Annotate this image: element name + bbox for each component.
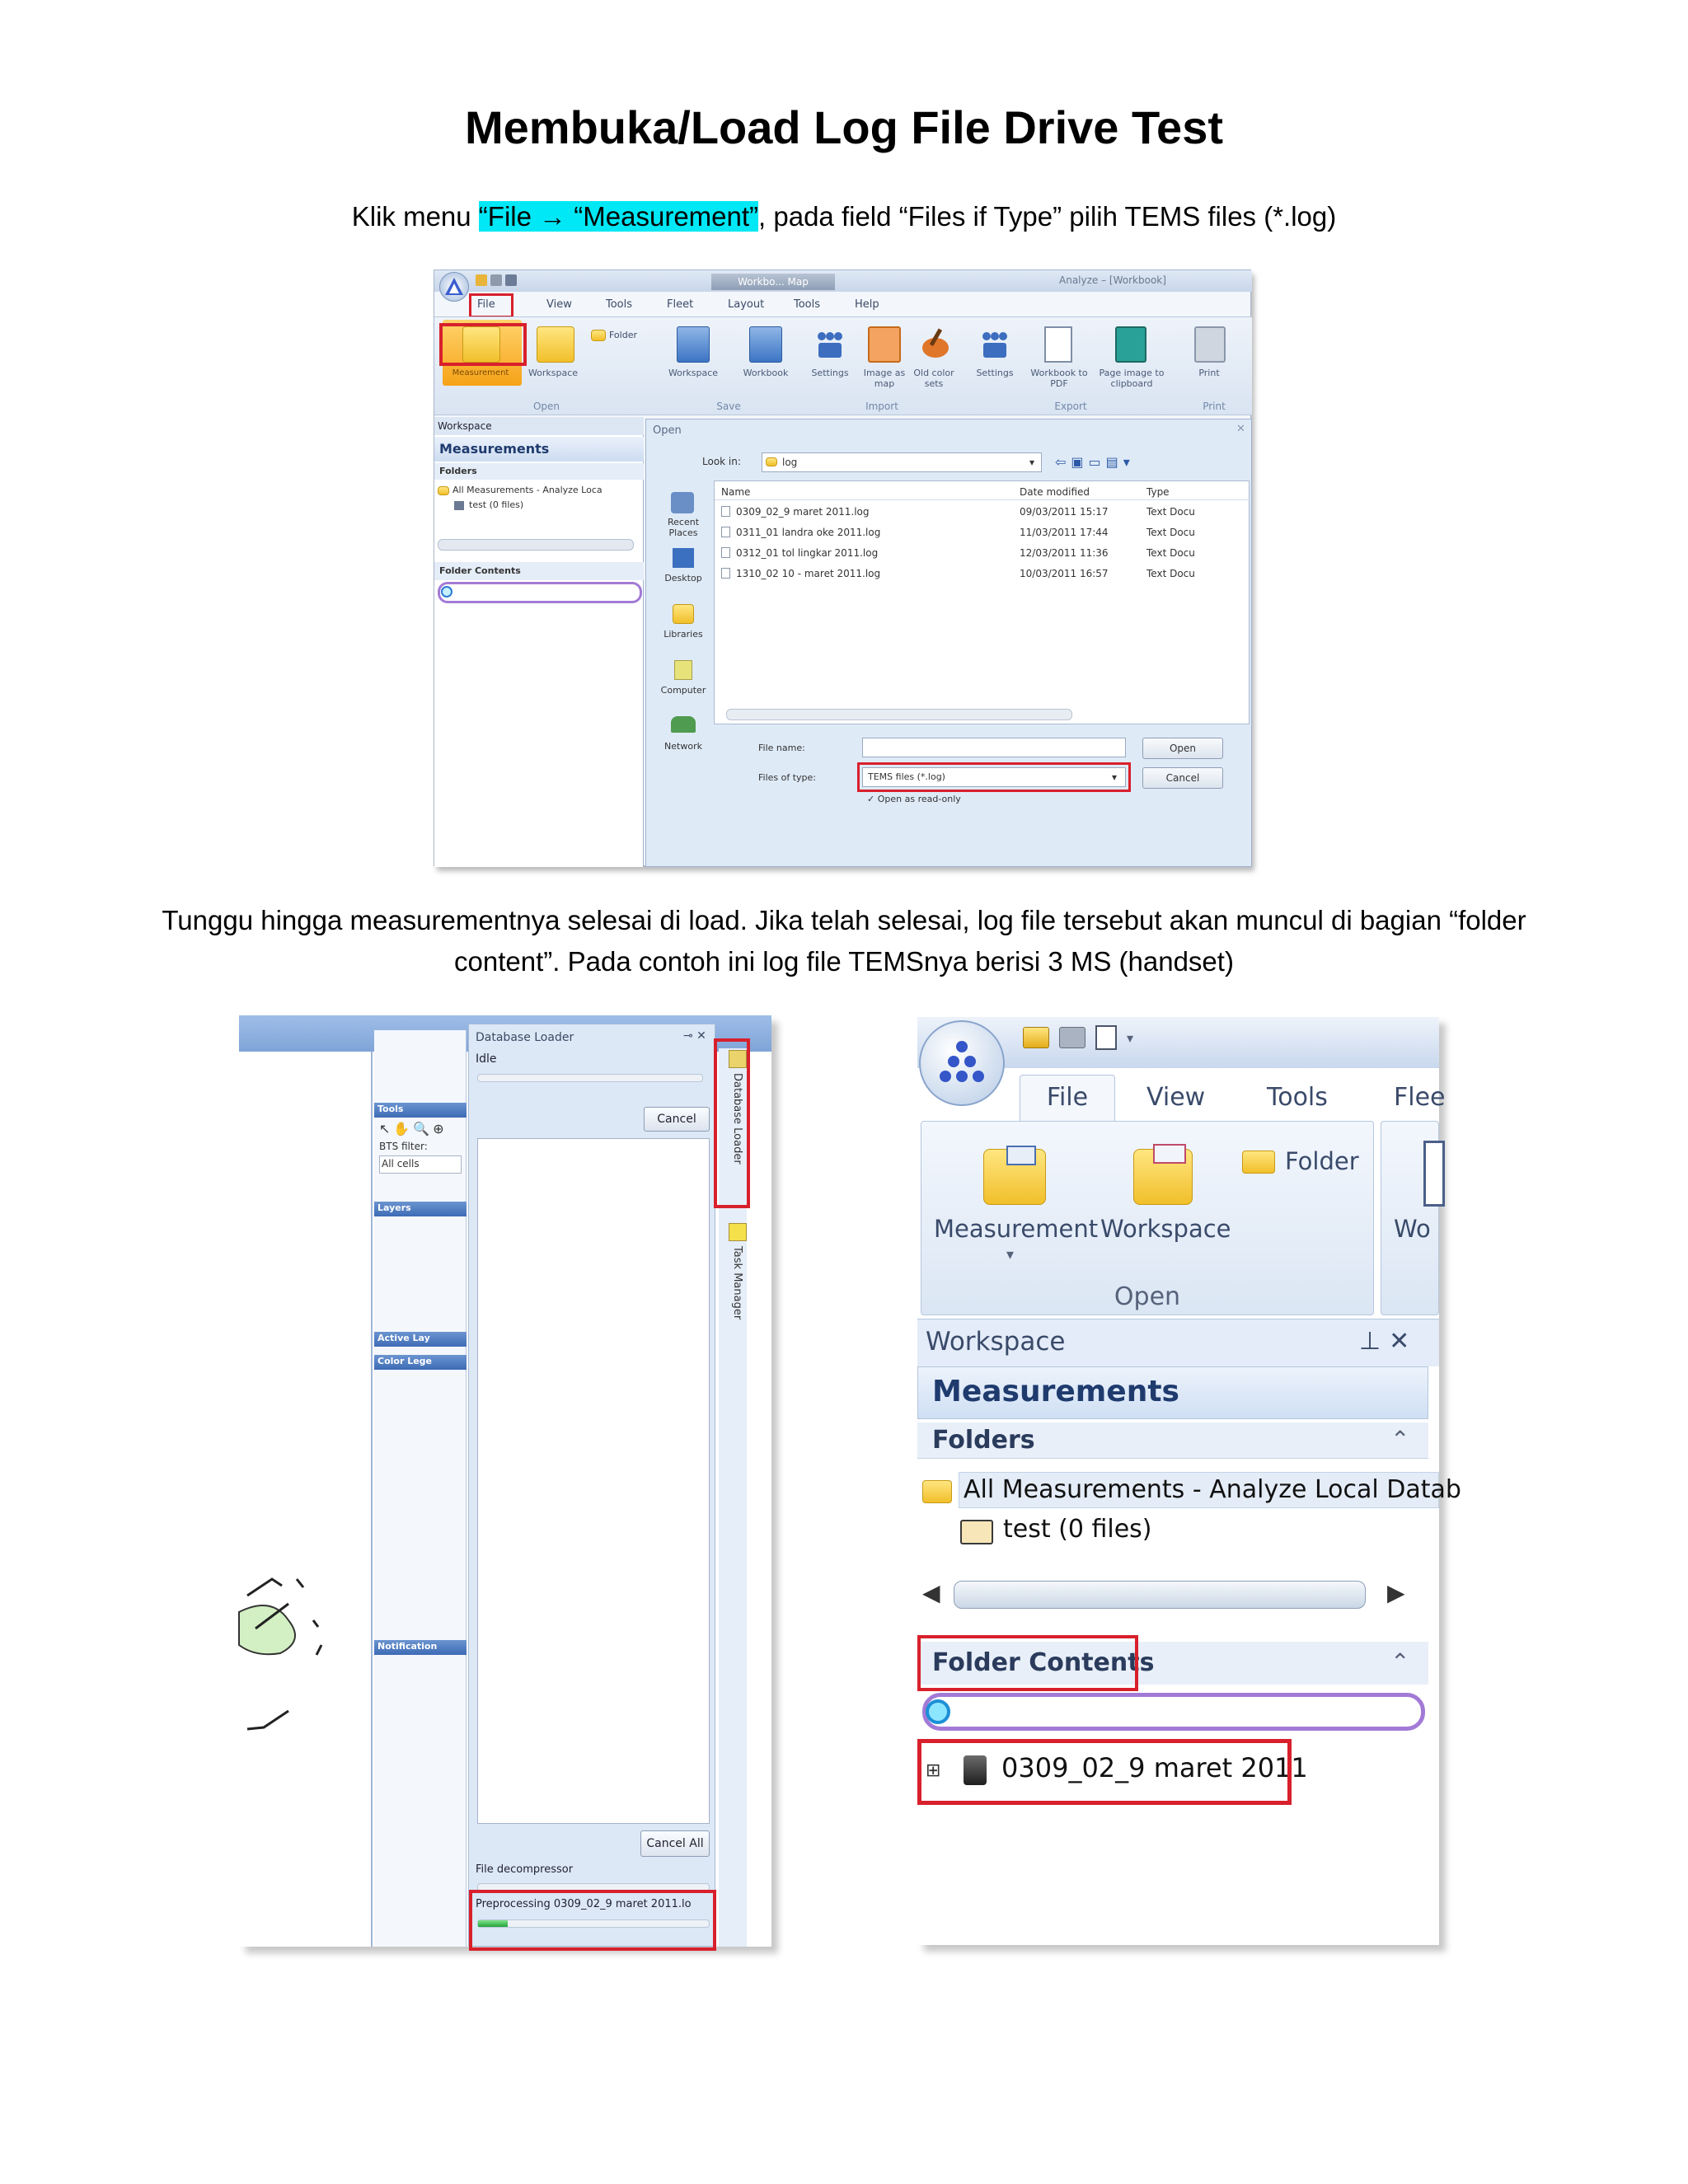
test-folder-item[interactable]: test (0 files) (1003, 1515, 1152, 1544)
paragraph-line: Tunggu hingga measurementnya selesai di load. Jika telah selesai, log file tersebut akan muncul di bagian “folder (162, 905, 1526, 935)
look-in-label: Look in: (702, 456, 741, 467)
screenshot-open-dialog (434, 269, 1251, 866)
all-measurements-item[interactable]: All Measurements - Analyze Loca (452, 485, 603, 495)
file-decompressor-label: File decompressor (476, 1863, 574, 1876)
expand-icon[interactable]: ⊞ (926, 1760, 941, 1781)
layers-header[interactable]: Layers (374, 1202, 467, 1216)
window-tab[interactable]: Workbo... Map (711, 274, 835, 290)
file-date: 10/03/2011 16:57 (1020, 568, 1109, 579)
folders-header: Folders (932, 1426, 1035, 1455)
open-dialog (645, 419, 1252, 867)
pin-close-icons[interactable]: ⊥✕ (1359, 1327, 1418, 1356)
open-icon[interactable] (476, 274, 487, 286)
print-icon[interactable] (1059, 1027, 1085, 1048)
workspace-button-label[interactable]: Workspace (528, 368, 579, 378)
places-computer[interactable]: Computer (660, 685, 706, 696)
look-in-select[interactable] (762, 452, 1042, 472)
screenshot-database-loader (239, 1015, 771, 1947)
preprocessing-highlight (469, 1890, 716, 1951)
collapse-up-icon[interactable]: ⌃ (1390, 1426, 1410, 1453)
collapse-up-icon[interactable]: ⌃ (1390, 1648, 1410, 1675)
log-file-item[interactable]: 0309_02_9 maret 2011 (1001, 1752, 1308, 1783)
network-icon[interactable] (671, 716, 696, 733)
pin-close-icons[interactable]: ⊸ ✕ (683, 1029, 706, 1043)
instruction-text-tail: , pada field “Files if Type” pilih TEMS files (*.log) (758, 201, 1337, 232)
workspace-header: Workspace (434, 417, 644, 435)
screenshot-folder-contents (917, 1017, 1461, 1945)
workbook-button-label-clipped[interactable]: Wo (1394, 1215, 1431, 1243)
workbook-save-icon[interactable] (749, 326, 782, 363)
task-manager-icon (729, 1223, 747, 1241)
idle-progress-bar (477, 1074, 703, 1082)
search-input[interactable] (922, 1693, 1425, 1731)
file-name: 1310_02 10 - maret 2011.log (736, 568, 881, 579)
search-input[interactable] (438, 582, 642, 603)
horizontal-scrollbar[interactable] (438, 539, 634, 551)
page-title: Membuka/Load Log File Drive Test (464, 101, 1223, 153)
chevron-down-icon: ▾ (1029, 457, 1035, 468)
places-recent[interactable]: Recent Places (667, 517, 700, 538)
recent-places-icon[interactable] (671, 492, 694, 513)
measurements-header: Measurements (434, 437, 644, 462)
scroll-left-icon[interactable]: ◀ (922, 1579, 940, 1606)
tab-task-manager[interactable]: Task Manager (731, 1246, 743, 1320)
map-features-icon (239, 1052, 373, 1947)
workspace-title: Workspace (926, 1327, 1066, 1357)
log-file-highlight (917, 1739, 1292, 1805)
file-type: Text Docu (1146, 506, 1195, 518)
paragraph-line: content”. Pada contoh ini log file TEMSnya berisi 3 MS (handset) (454, 946, 1234, 977)
open-readonly-label: Open as read-only (877, 794, 961, 804)
page-image-icon[interactable] (1115, 326, 1146, 363)
instruction-paragraph-2 (99, 900, 1589, 982)
quick-access-toolbar[interactable] (1023, 1022, 1163, 1052)
workbook-pdf-icon[interactable] (1044, 326, 1072, 363)
horizontal-scrollbar[interactable] (954, 1581, 1366, 1609)
chevron-down-icon[interactable]: ▾ (1006, 1246, 1015, 1263)
places-network[interactable]: Network (664, 741, 702, 752)
computer-icon[interactable] (674, 660, 692, 680)
workspace-grid-icon (1153, 1144, 1186, 1164)
file-type: Text Docu (1146, 547, 1195, 559)
old-color-sets-icon[interactable] (917, 326, 950, 363)
folders-header: Folders (434, 463, 644, 480)
tools-header[interactable]: Tools (374, 1103, 467, 1118)
chevron-down-icon: ▾ (1112, 771, 1118, 783)
libraries-icon[interactable] (673, 604, 694, 624)
column-type[interactable]: Type (1146, 486, 1170, 498)
panel-title: Database Loader (476, 1031, 574, 1044)
color-legend-header[interactable]: Color Lege (374, 1355, 467, 1370)
text-file-icon (721, 506, 730, 517)
print-button-icon[interactable] (1194, 326, 1226, 363)
map-tools-panel (374, 1030, 467, 1947)
page-image-label[interactable]: Page image to clipboard (1099, 368, 1165, 389)
tab-layout[interactable]: Layout (728, 298, 765, 311)
folder-button-label[interactable]: Folder (1285, 1147, 1359, 1175)
window-title: Analyze – [Workbook] (1059, 274, 1166, 286)
tab-database-loader[interactable]: Database Loader (731, 1073, 743, 1165)
loader-queue-list (477, 1138, 710, 1824)
tab-tools[interactable]: Tools (606, 298, 633, 311)
old-color-sets-label[interactable]: Old color sets (913, 368, 954, 389)
print-button-label[interactable]: Print (1198, 368, 1220, 378)
file-type: Text Docu (1146, 527, 1195, 538)
file-row[interactable] (718, 546, 1245, 560)
search-icon (926, 1699, 950, 1724)
open-readonly-option[interactable]: ✓ Open as read-only (867, 794, 961, 804)
file-date: 12/03/2011 11:36 (1020, 547, 1109, 559)
map-tool-icons[interactable]: ↖✋🔍⊕ (379, 1121, 448, 1137)
text-file-icon (721, 527, 730, 537)
desktop-icon[interactable] (673, 548, 694, 568)
print-icon[interactable] (490, 274, 502, 286)
measurement-folder-item-icon (960, 1520, 993, 1544)
open-icon[interactable] (1023, 1027, 1049, 1048)
tab-file[interactable]: File (1046, 1083, 1089, 1112)
file-name: 0309_02_9 maret 2011.log (736, 506, 870, 518)
instruction-paragraph-1 (99, 196, 1589, 237)
measurements-title: Measurements (932, 1375, 1179, 1408)
ribbon-group-print: Print (1203, 401, 1226, 412)
tab-fleet[interactable]: Flee (1394, 1083, 1446, 1112)
file-row[interactable] (718, 504, 1245, 519)
column-date-modified[interactable]: Date modified (1020, 486, 1090, 498)
folder-icon (922, 1480, 952, 1503)
file-tab-highlight (469, 293, 513, 318)
measurement-button-label[interactable]: Measurement (934, 1215, 1099, 1243)
workbook-icon[interactable] (1423, 1141, 1445, 1207)
search-icon (441, 586, 452, 598)
horizontal-scrollbar[interactable] (726, 709, 1072, 720)
file-name-input[interactable] (862, 738, 1126, 757)
cancel-button[interactable]: Cancel (644, 1107, 710, 1132)
chevron-down-icon[interactable]: ▾ (1127, 1030, 1134, 1046)
measurement-button-highlight (439, 323, 527, 366)
tab-file[interactable]: File (477, 298, 495, 311)
ribbon-group-export: Export (1054, 401, 1087, 412)
places-desktop[interactable]: Desktop (664, 573, 702, 583)
all-measurements-item: All Measurements - Analyze Local Datab (964, 1475, 1461, 1504)
cancel-all-button[interactable]: Cancel All (640, 1830, 710, 1857)
folder-contents-header: Folder Contents (932, 1648, 1155, 1677)
ribbon-group-save: Save (716, 401, 741, 412)
tab-tools-2[interactable]: Tools (794, 298, 821, 311)
scroll-right-icon[interactable]: ▶ (1387, 1579, 1405, 1606)
image-as-map-label[interactable]: Image as map (863, 368, 906, 389)
file-date: 11/03/2011 17:44 (1020, 527, 1109, 538)
tab-tools[interactable]: Tools (1267, 1083, 1328, 1112)
tab-view[interactable]: View (1146, 1083, 1206, 1112)
files-of-type-highlight (857, 762, 1131, 792)
quick-access-toolbar[interactable] (476, 274, 525, 288)
bts-filter-select[interactable]: All cells (379, 1155, 462, 1174)
file-name: 0311_01 landra oke 2011.log (736, 527, 881, 538)
folder-button-label[interactable]: Folder (609, 330, 637, 340)
measurement-icon (454, 501, 464, 510)
text-file-icon (721, 547, 730, 558)
workspace-panel (434, 417, 644, 867)
workspace-button-label[interactable]: Workspace (1100, 1215, 1231, 1243)
workbook-pdf-label[interactable]: Workbook to PDF (1030, 368, 1088, 389)
database-loader-panel (468, 1024, 715, 1947)
folder-contents-header: Folder Contents (434, 562, 644, 580)
files-of-type-label: Files of type: (758, 772, 817, 783)
measurement-button-label[interactable]: Measurement (452, 368, 509, 377)
workbook-save-label[interactable]: Workbook (743, 368, 789, 378)
tab-view[interactable]: View (546, 298, 572, 311)
app-logo-icon[interactable] (919, 1020, 1005, 1106)
settings-icon[interactable] (814, 326, 846, 363)
save-icon[interactable] (505, 274, 517, 286)
folder-icon (438, 486, 449, 495)
file-row[interactable] (718, 525, 1245, 540)
places-libraries[interactable]: Libraries (663, 629, 703, 640)
loader-status: Idle (476, 1052, 497, 1066)
file-row[interactable] (718, 566, 1245, 581)
file-type: Text Docu (1146, 568, 1195, 579)
bts-filter-label: BTS filter: (379, 1141, 428, 1152)
preprocessing-label: Preprocessing 0309_02_9 maret 2011.lo (476, 1898, 692, 1910)
folder-contents-highlight (917, 1635, 1138, 1691)
settings-export-icon[interactable] (978, 326, 1011, 363)
cancel-button[interactable]: Cancel (1142, 767, 1223, 789)
map-view (239, 1052, 373, 1947)
dialog-title: Open (653, 424, 682, 437)
test-folder-item[interactable]: test (0 files) (469, 499, 524, 510)
notifications-header[interactable]: Notification (374, 1640, 467, 1655)
column-name[interactable]: Name (721, 486, 751, 498)
file-name-label: File name: (758, 743, 805, 753)
image-as-map-icon[interactable] (868, 326, 901, 363)
settings-label[interactable]: Settings (811, 368, 849, 378)
open-button[interactable]: Open (1142, 738, 1223, 759)
file-date: 09/03/2011 15:17 (1020, 506, 1109, 518)
look-in-value: log (782, 457, 798, 468)
workspace-save-label[interactable]: Workspace (668, 368, 719, 378)
ribbon-group-open-label: Open (1114, 1282, 1181, 1311)
settings-export-label[interactable]: Settings (976, 368, 1014, 378)
app-logo-icon[interactable] (439, 272, 469, 302)
workspace-panel (917, 1319, 1461, 1945)
highlighted-menu-path: “File → “Measurement” (478, 201, 759, 232)
files-of-type-value: TEMS files (*.log) (868, 771, 945, 782)
workspace-save-icon[interactable] (677, 326, 710, 363)
nav-toolbar-icons[interactable]: ⇦▣▭▤▾ (1055, 454, 1135, 470)
folder-icon (766, 457, 777, 466)
measurement-table-icon (1006, 1146, 1036, 1165)
close-icon[interactable]: ✕ (1236, 423, 1245, 435)
file-list (714, 480, 1250, 724)
new-workbook-icon[interactable] (1095, 1025, 1117, 1050)
text-file-icon (721, 568, 730, 579)
database-loader-tab-highlight (714, 1038, 750, 1208)
folder-icon[interactable] (1242, 1151, 1275, 1174)
ribbon-group-import: Import (865, 401, 898, 412)
ribbon-group-open: Open (532, 401, 560, 412)
folder-icon[interactable] (591, 330, 606, 341)
workspace-folder-icon[interactable] (537, 326, 574, 363)
instruction-text: Klik menu (351, 201, 479, 232)
file-name: 0312_01 tol lingkar 2011.log (736, 547, 879, 559)
tab-fleet[interactable]: Fleet (667, 298, 694, 311)
header-divider (715, 499, 1250, 500)
tab-help[interactable]: Help (855, 298, 879, 311)
active-layer-header[interactable]: Active Lay (374, 1332, 467, 1347)
